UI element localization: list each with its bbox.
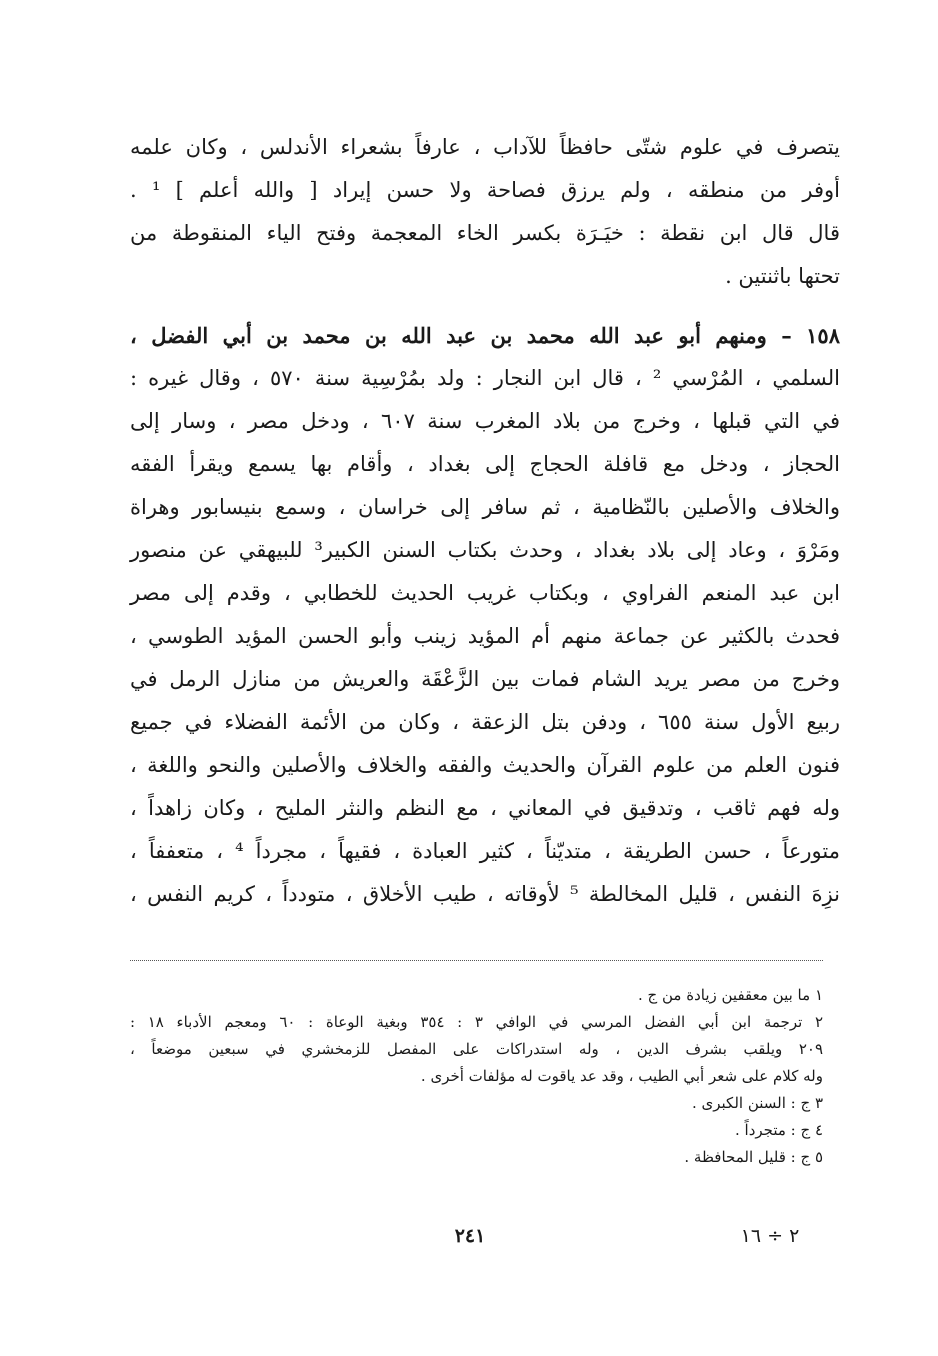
footnote: ٢٠٩ ويلقب بشرف الدين ، وله استدراكات على المفصل للزمخشري في سبعين موضعاً ، (130, 1040, 823, 1058)
signature-mark: ٢ ÷ ١٦ (740, 1225, 800, 1247)
text-line: نزِهَ النفس ، قليل المخالطة ⁵ لأوقاته ، طيب الأخلاق ، متودداً ، كريم النفس ، (130, 882, 841, 906)
text-line: متورعاً ، حسن الطريقة ، متديّناً ، كثير العبادة ، فقيهاً ، مجرداً ⁴ ، متعففاً ، (130, 839, 840, 863)
footnote: وله كلام على شعر أبي الطيب ، وقد عد ياقوت له مؤلفات أخرى . (420, 1067, 823, 1085)
text-line: وخرج من مصر يريد الشام فمات بين الزَّعْقَة والعريش من منازل الرمل في (130, 667, 840, 691)
footnote: ٤ ج : متجرداً . (734, 1121, 823, 1139)
text-line: والخلاف والأصلين بالنّظامية ، ثم سافر إلى خراسان ، وسمع بنيسابور وهراة (130, 495, 840, 519)
text-line: قال قال ابن نقطة : خيَـرَة بكسر الخاء المعجمة وفتح الياء المنقوطة من (130, 221, 840, 245)
text-line: ابن عبد المنعم الفراوي ، وبكتاب غريب الحديث للخطابي ، وقدم إلى مصر (130, 581, 840, 605)
text-line: أوفر من منطقه ، ولم يرزق فصاحة ولا حسن إيراد [ والله أعلم ] ¹ . (130, 178, 840, 202)
footnote: ٢ ترجمة ابن أبي الفضل المرسي في الوافي ٣ : ٣٥٤ وبغية الوعاة : ٦٠ ومعجم الأدباء ١٨ : (130, 1013, 824, 1031)
text-line: الحجاز ، ودخل مع قافلة الحجاج إلى بغداد ، وأقام بها يسمع ويقرأ الفقه (130, 452, 840, 476)
text-line: فنون العلم من علوم القرآن والحديث والفقه والخلاف والأصلين والنحو واللغة ، (130, 753, 840, 777)
main-text (130, 126, 840, 916)
footnote: ٥ ج : قليل المحافظة . (684, 1148, 823, 1166)
text-line: فحدث بالكثير عن جماعة منهم أم المؤيد زينب وأبو الحسن المؤيد الطوسي ، (130, 624, 840, 648)
footnote: ٣ ج : السنن الكبرى . (691, 1094, 823, 1112)
text-line: في التي قبلها ، وخرج من بلاد المغرب سنة ٦٠٧ ، ودخل مصر ، وسار إلى (130, 409, 841, 433)
text-line: ربيع الأول سنة ٦٥٥ ، ودفن بتل الزعقة ، وكان من الأئمة الفضلاء في جميع (130, 710, 840, 734)
section-gap (130, 298, 840, 314)
text-line: ومَرْوَ ، وعاد إلى بلاد بغداد ، وحدث بكتاب السنن الكبير³ للبيهقي عن منصور (130, 538, 840, 562)
footnote-divider (130, 960, 823, 961)
page-number: ٢٤١ (454, 1225, 486, 1247)
entry-heading: ١٥٨ – ومنهم أبو عبد الله محمد بن عبد الله بن محمد بن أبي الفضل ، (130, 323, 840, 348)
footnote: ١ ما بين معقفين زيادة من ج . (638, 986, 823, 1004)
footnotes (130, 982, 823, 1171)
text-line: تحتها باثنتين . (725, 264, 840, 288)
text-line: يتصرف في علوم شتّى حافظاً للآداب ، عارفاً بشعراء الأندلس ، وكان علمه (130, 135, 840, 159)
text-line: السلمي ، المُرْسي ² ، قال ابن النجار : ولد بمُرْسِية سنة ٥٧٠ ، وقال غيره : (130, 366, 840, 390)
text-line: وله فهم ثاقب ، وتدقيق في المعاني ، مع النظم والنثر المليح ، وكان زاهداً ، (130, 796, 840, 820)
